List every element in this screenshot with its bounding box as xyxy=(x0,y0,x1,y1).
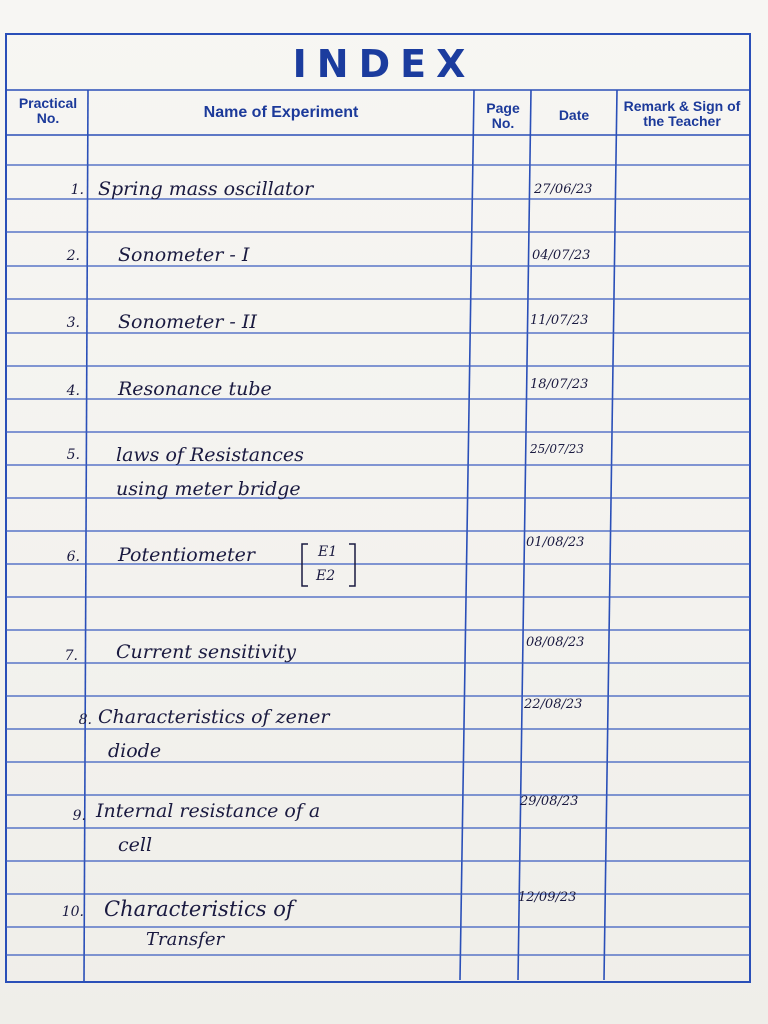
entry-date: 27/06/23 xyxy=(534,182,593,197)
entry-date: 01/08/23 xyxy=(526,535,585,550)
entry-name-continued: using meter bridge xyxy=(116,478,301,500)
entry-name: Sonometer - II xyxy=(118,311,257,333)
entry-date: 12/09/23 xyxy=(518,890,577,905)
entry-date: 11/07/23 xyxy=(530,313,589,328)
entry-name-continued: cell xyxy=(118,834,153,856)
entry-name: Potentiometer xyxy=(118,544,255,566)
entry-name: Resonance tube xyxy=(118,378,272,400)
entry-date: 18/07/23 xyxy=(530,377,589,392)
entry-date: 22/08/23 xyxy=(524,697,583,712)
entry-number: 10. xyxy=(61,904,84,920)
entry-number: 2. xyxy=(66,248,80,264)
entry-name: Characteristics of xyxy=(104,897,294,921)
header-name-of-experiment: Name of Experiment xyxy=(203,104,359,121)
entry-number: 5. xyxy=(66,447,80,463)
entry-number: 8. xyxy=(78,712,92,728)
bracket-term-e2: E2 xyxy=(316,568,336,584)
header-date: Date xyxy=(558,107,590,123)
entry-number: 4. xyxy=(66,383,80,399)
entry-name: Sonometer - I xyxy=(118,244,250,266)
entry-name-continued: diode xyxy=(108,740,162,762)
entry-name: Current sensitivity xyxy=(116,641,297,663)
entry-number: 7. xyxy=(64,648,78,664)
entry-name: laws of Resistances xyxy=(116,444,304,466)
entry-name: Characteristics of zener xyxy=(98,706,330,728)
entry-name-continued: Transfer xyxy=(146,929,225,950)
entry-date: 25/07/23 xyxy=(530,442,584,456)
header-page-no: Page No. xyxy=(486,100,520,131)
entry-number: 1. xyxy=(70,182,84,198)
header-remark-sign: Remark & Sign of the Teacher xyxy=(623,98,741,129)
bracket-term-e1: E1 xyxy=(318,544,338,560)
entry-date: 08/08/23 xyxy=(526,635,585,650)
header-practical-no: Practical No. xyxy=(18,95,78,126)
entry-number: 6. xyxy=(66,549,80,565)
entry-date: 29/08/23 xyxy=(520,794,579,809)
entry-name: Internal resistance of a xyxy=(96,800,321,822)
entry-date: 04/07/23 xyxy=(532,248,591,263)
entry-number: 3. xyxy=(66,315,80,331)
entry-name: Spring mass oscillator xyxy=(98,178,314,200)
entry-number: 9. xyxy=(72,808,86,824)
page-title: INDEX xyxy=(292,42,476,86)
